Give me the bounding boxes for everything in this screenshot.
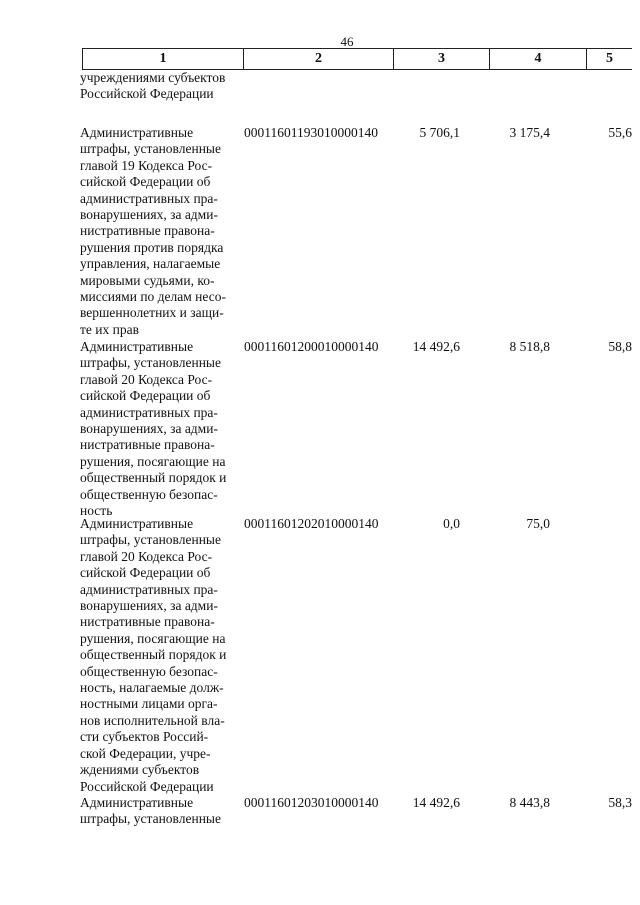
row-value-col5: 58,8 [608,339,632,354]
row-value-col3: 14 492,6 [412,339,460,354]
row-code: 00011601200010000140 [244,339,379,354]
row-code: 00011601202010000140 [244,516,379,531]
row-value-col3: 5 706,1 [419,125,460,140]
row-description: Административные штрафы, установленные главой 20 Кодекса Рос- сийской Федерации об административных пра- вонарушениях, за адми- нистративные правона- рушения, посягающие на общественный порядок и общественную безопас- ность [80,339,227,519]
row-value-col5: 58,3 [608,795,632,810]
continued-description: учреждениями субъектов Российской Федерации [80,70,226,102]
row-code: 00011601193010000140 [244,125,378,140]
row-description: Административные штрафы, установленные [80,795,221,827]
page-number: 46 [340,34,354,49]
row-description: Административные штрафы, установленные главой 19 Кодекса Рос- сийской Федерации об административных пра- вонарушениях, за адми- нистративные правона- рушения против порядка управления, налагаемые мировыми судьями, ко- миссиями по делам несо- вершеннолетних и защи- те их прав [80,125,226,337]
row-value-col4: 75,0 [526,516,550,531]
column-header-3: 3 [394,49,490,69]
row-value-col4: 3 175,4 [509,125,550,140]
row-value-col4: 8 443,8 [509,795,550,810]
column-header-5: 5 [606,51,613,66]
row-value-col3: 0,0 [443,516,460,531]
column-header-2: 2 [244,49,394,69]
table-header-row [82,48,632,70]
row-value-col4: 8 518,8 [509,339,550,354]
column-header-1: 1 [83,49,244,69]
column-header-4: 4 [490,49,587,69]
row-code: 00011601203010000140 [244,795,379,810]
row-value-col3: 14 492,6 [412,795,460,810]
row-description: Административные штрафы, установленные главой 20 Кодекса Рос- сийской Федерации об административных пра- вонарушениях, за адми- нистративные правона- рушения, посягающие на общественный порядок и общественную безопас- ность, налагаемые долж- ностными лицами орга- нов исполнительной вла- сти субъектов Россий- ской Федерации, учре- ждениями субъектов Российской Федерации [80,516,227,794]
row-value-col5: 55,6 [608,125,632,140]
